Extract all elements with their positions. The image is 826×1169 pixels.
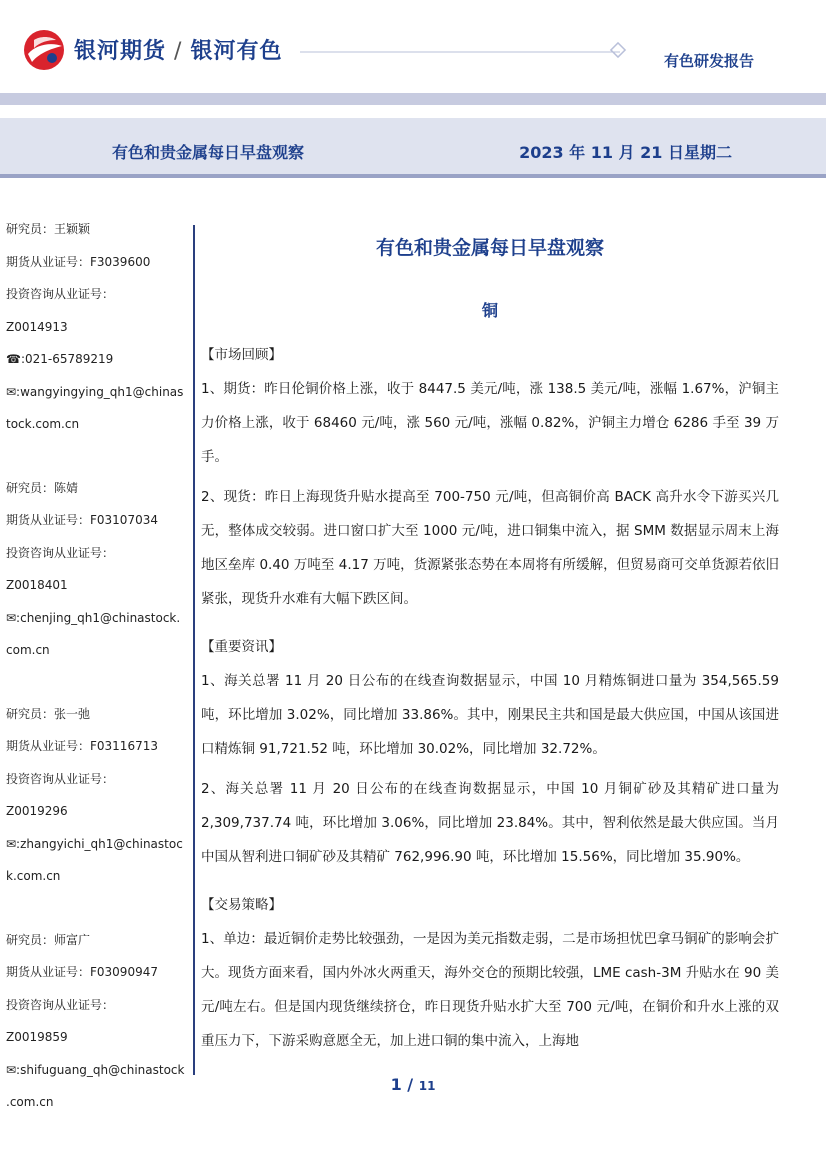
analyst-line: Z0014913 xyxy=(6,319,68,334)
analyst-email[interactable]: ✉:wangyingying_qh1@chinas xyxy=(6,384,184,399)
galaxy-futures-logo-icon xyxy=(22,28,66,72)
analyst-sidebar xyxy=(6,213,186,1150)
analyst-line: 研究员：张一弛 xyxy=(6,706,91,721)
analyst-line: 投资咨询从业证号： xyxy=(6,287,115,301)
analyst-card xyxy=(6,698,186,893)
analyst-phone: ☎:021-65789219 xyxy=(6,352,114,366)
analyst-line: Z0019296 xyxy=(6,804,68,818)
page-number xyxy=(0,1075,826,1094)
section-heading: 【重要资讯】 xyxy=(201,639,282,655)
analyst-line: 期货从业证号：F03116713 xyxy=(6,739,158,753)
analyst-email[interactable]: .com.cn xyxy=(6,1095,54,1109)
analyst-card xyxy=(6,472,186,667)
header-decoration-line xyxy=(300,40,630,70)
header-divider xyxy=(0,93,826,105)
analyst-email[interactable]: tock.com.cn xyxy=(6,417,80,431)
band-title: 有色和贵金属每日早盘观察 xyxy=(112,143,305,162)
report-header xyxy=(0,0,826,100)
report-type-label: 有色研发报告 xyxy=(663,52,754,70)
analyst-email[interactable]: k.com.cn xyxy=(6,869,61,883)
analyst-line: 期货从业证号：F03107034 xyxy=(6,513,158,527)
analyst-email[interactable]: ✉:zhangyichi_qh1@chinastoc xyxy=(6,836,183,851)
report-date: 2023 年 11 月 21 日星期二 xyxy=(519,143,732,162)
brand-left: 银河期货 xyxy=(74,39,167,64)
total-pages: 11 xyxy=(418,1079,436,1093)
analyst-line: 研究员：王颖颖 xyxy=(6,222,91,236)
sidebar-divider xyxy=(193,225,195,1075)
brand-right: 银河有色 xyxy=(190,39,283,64)
paragraph: 1、单边：最近铜价走势比较强劲，一是因为美元指数走弱，二是市场担忧巴拿马铜矿的影响会扩大。现货方面来看，国内外冰火两重天，海外交仓的预期比较强，LME cash-3M 升贴水在 90 美元/吨左右。但是国内现货继续挤仓，昨日现货升贴水扩大至 700 元/吨，在铜价和升水上涨的双重压力下，下游采购意愿全无，加上进口铜的集中流入，上海地 xyxy=(201,931,779,1049)
analyst-email[interactable]: com.cn xyxy=(6,643,50,657)
paragraph: 1、期货：昨日伦铜价格上涨，收于 8447.5 美元/吨，涨 138.5 美元/吨，涨幅 1.67%，沪铜主力价格上涨，收于 68460 元/吨，涨 560 元/吨，涨幅 0.82%，沪铜主力增仓 6286 手至 39 万手。 xyxy=(201,381,779,465)
analyst-line: Z0018401 xyxy=(6,578,68,592)
analyst-line: Z0019859 xyxy=(6,1030,68,1044)
report-body xyxy=(201,225,779,1058)
brand-name xyxy=(74,34,282,65)
analyst-line: 投资咨询从业证号： xyxy=(6,997,115,1012)
analyst-line: 研究员：师富广 xyxy=(6,932,91,947)
paragraph: 2、现货：昨日上海现货升贴水提高至 700-750 元/吨，但高铜价高 BACK 高升水令下游买兴几无，整体成交较弱。进口窗口扩大至 1000 元/吨，进口铜集中流入，据 SMM 数据显示周末上海地区垒库 0.40 万吨至 4.17 万吨，货源紧张态势在本周将有所缓解，但贸易商可交单货源若依旧紧张，现货升水难有大幅下跌区间。 xyxy=(201,489,779,607)
analyst-email[interactable]: ✉:chenjing_qh1@chinastock. xyxy=(6,610,181,625)
paragraph: 1、海关总署 11 月 20 日公布的在线查询数据显示，中国 10 月精炼铜进口量为 354,565.59 吨，环比增加 3.02%，同比增加 33.86%。其中，刚果民主共和国是最大供应国，中国从该国进口精炼铜 91,721.52 吨，环比增加 30.02%，同比增加 32.72%。 xyxy=(201,673,779,757)
document-title: 有色和贵金属每日早盘观察 xyxy=(375,237,604,259)
section-heading: 【交易策略】 xyxy=(201,897,282,913)
paragraph: 2、海关总署 11 月 20 日公布的在线查询数据显示，中国 10 月铜矿砂及其精矿进口量为 2,309,737.74 吨，环比增加 3.06%，同比增加 23.84%。其中，智利依然是最大供应国。当月中国从智利进口铜矿砂及其精矿 762,996.90 吨，环比增加 15.56%，同比增加 35.90%。 xyxy=(201,781,779,865)
analyst-line: 投资咨询从业证号： xyxy=(6,771,115,786)
commodity-title: 铜 xyxy=(481,301,498,320)
analyst-line: 期货从业证号：F3039600 xyxy=(6,254,151,269)
section-heading: 【市场回顾】 xyxy=(201,347,282,363)
analyst-line: 期货从业证号：F03090947 xyxy=(6,965,158,979)
page-separator: / xyxy=(407,1075,414,1094)
analyst-line: 研究员：陈婧 xyxy=(6,480,79,495)
brand-separator: / xyxy=(174,39,183,64)
analyst-email[interactable]: ✉:shifuguang_qh@chinastock xyxy=(6,1062,185,1077)
analyst-card xyxy=(6,213,186,441)
current-page: 1 xyxy=(390,1075,402,1094)
analyst-line: 投资咨询从业证号： xyxy=(6,545,115,560)
